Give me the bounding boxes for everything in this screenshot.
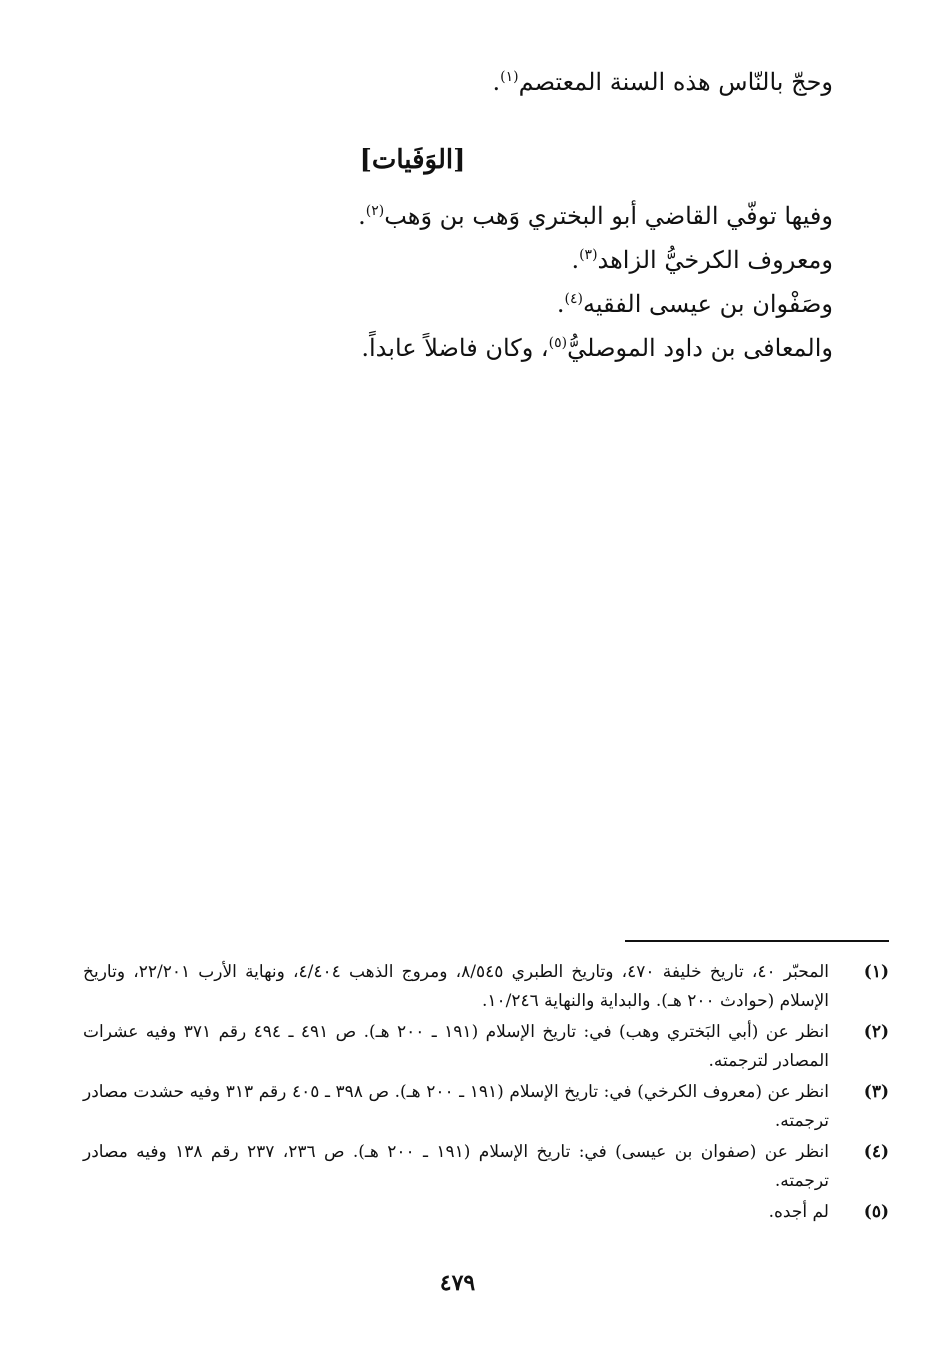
death-entry-text: والمعافى بن داود الموصليُّ	[567, 334, 833, 362]
intro-line	[193, 62, 833, 102]
footnote-text: انظر عن (أبي البَختري وهب) في: تاريخ الإسلام (١٩١ ـ ٢٠٠ هـ). ص ٤٩١ ـ ٤٩٤ رقم ٣٧١ وفيه عشرات المصادر لترجمته.	[83, 1022, 829, 1071]
death-entry	[193, 238, 833, 282]
footnote-text: المحبّر ٤٠، تاريخ خليفة ٤٧٠، وتاريخ الطبري ٨/٥٤٥، ومروج الذهب ٤/٤٠٤، ونهاية الأرب ٢٢/٢٠١، وتاريخ الإسلام (حوادث ٢٠٠ هـ). والبداية والنهاية ١٠/٢٤٦.	[83, 962, 829, 1011]
death-entry-text: ومعروف الكرخيُّ الزاهد	[597, 246, 833, 274]
intro-paragraph	[193, 62, 833, 102]
footnote-text: لم أجده.	[768, 1202, 829, 1222]
death-entry-suffix: .	[556, 290, 565, 318]
footnote-number: (٢)	[863, 1022, 889, 1042]
footnote-ref[interactable]: (٣)	[579, 247, 598, 263]
death-entry-suffix: .	[571, 246, 580, 274]
page-number: ٤٧٩	[439, 1270, 476, 1296]
footnote	[83, 958, 889, 1016]
footnote-number: (١)	[863, 962, 889, 982]
footnote-number: (٥)	[863, 1202, 889, 1222]
death-entry	[193, 326, 833, 370]
death-entry-suffix: .	[358, 202, 366, 230]
section-heading: [الوَفَيات]	[359, 145, 466, 175]
footnote-ref[interactable]: (٥)	[548, 335, 568, 351]
footnote	[83, 1078, 889, 1136]
deaths-list	[193, 194, 833, 370]
intro-end: .	[492, 68, 501, 96]
death-entry	[193, 194, 833, 238]
footnote-ref[interactable]: (٤)	[564, 291, 584, 307]
footnote-separator	[625, 940, 889, 942]
footnote-ref[interactable]: (٢)	[365, 203, 385, 219]
footnote	[83, 1138, 889, 1196]
footnote-number: (٣)	[863, 1082, 889, 1102]
intro-text: وحجّ بالنّاس هذه السنة المعتصم	[518, 68, 833, 96]
death-entry-text: وصَفْوان بن عيسى الفقيه	[583, 290, 833, 318]
footnote	[83, 1018, 889, 1076]
footnote	[83, 1198, 889, 1227]
footnote-text: انظر عن (صفوان بن عيسى) في: تاريخ الإسلام (١٩١ ـ ٢٠٠ هـ). ص ٢٣٦، ٢٣٧ رقم ١٣٨ وفيه مصادر ترجمته.	[83, 1142, 829, 1191]
death-entry-text: وفيها توفّي القاضي أبو البختري وَهب بن وَهب	[384, 202, 833, 230]
death-entry	[193, 282, 833, 326]
footnotes	[83, 958, 889, 1229]
footnote-ref[interactable]: (١)	[500, 69, 519, 85]
death-entry-suffix: ، وكان فاضلاً عابداً.	[361, 334, 549, 362]
footnote-number: (٤)	[863, 1142, 889, 1162]
footnote-text: انظر عن (معروف الكرخي) في: تاريخ الإسلام (١٩١ ـ ٢٠٠ هـ). ص ٣٩٨ ـ ٤٠٥ رقم ٣١٣ وفيه حشدت مصادر ترجمته.	[83, 1082, 829, 1131]
